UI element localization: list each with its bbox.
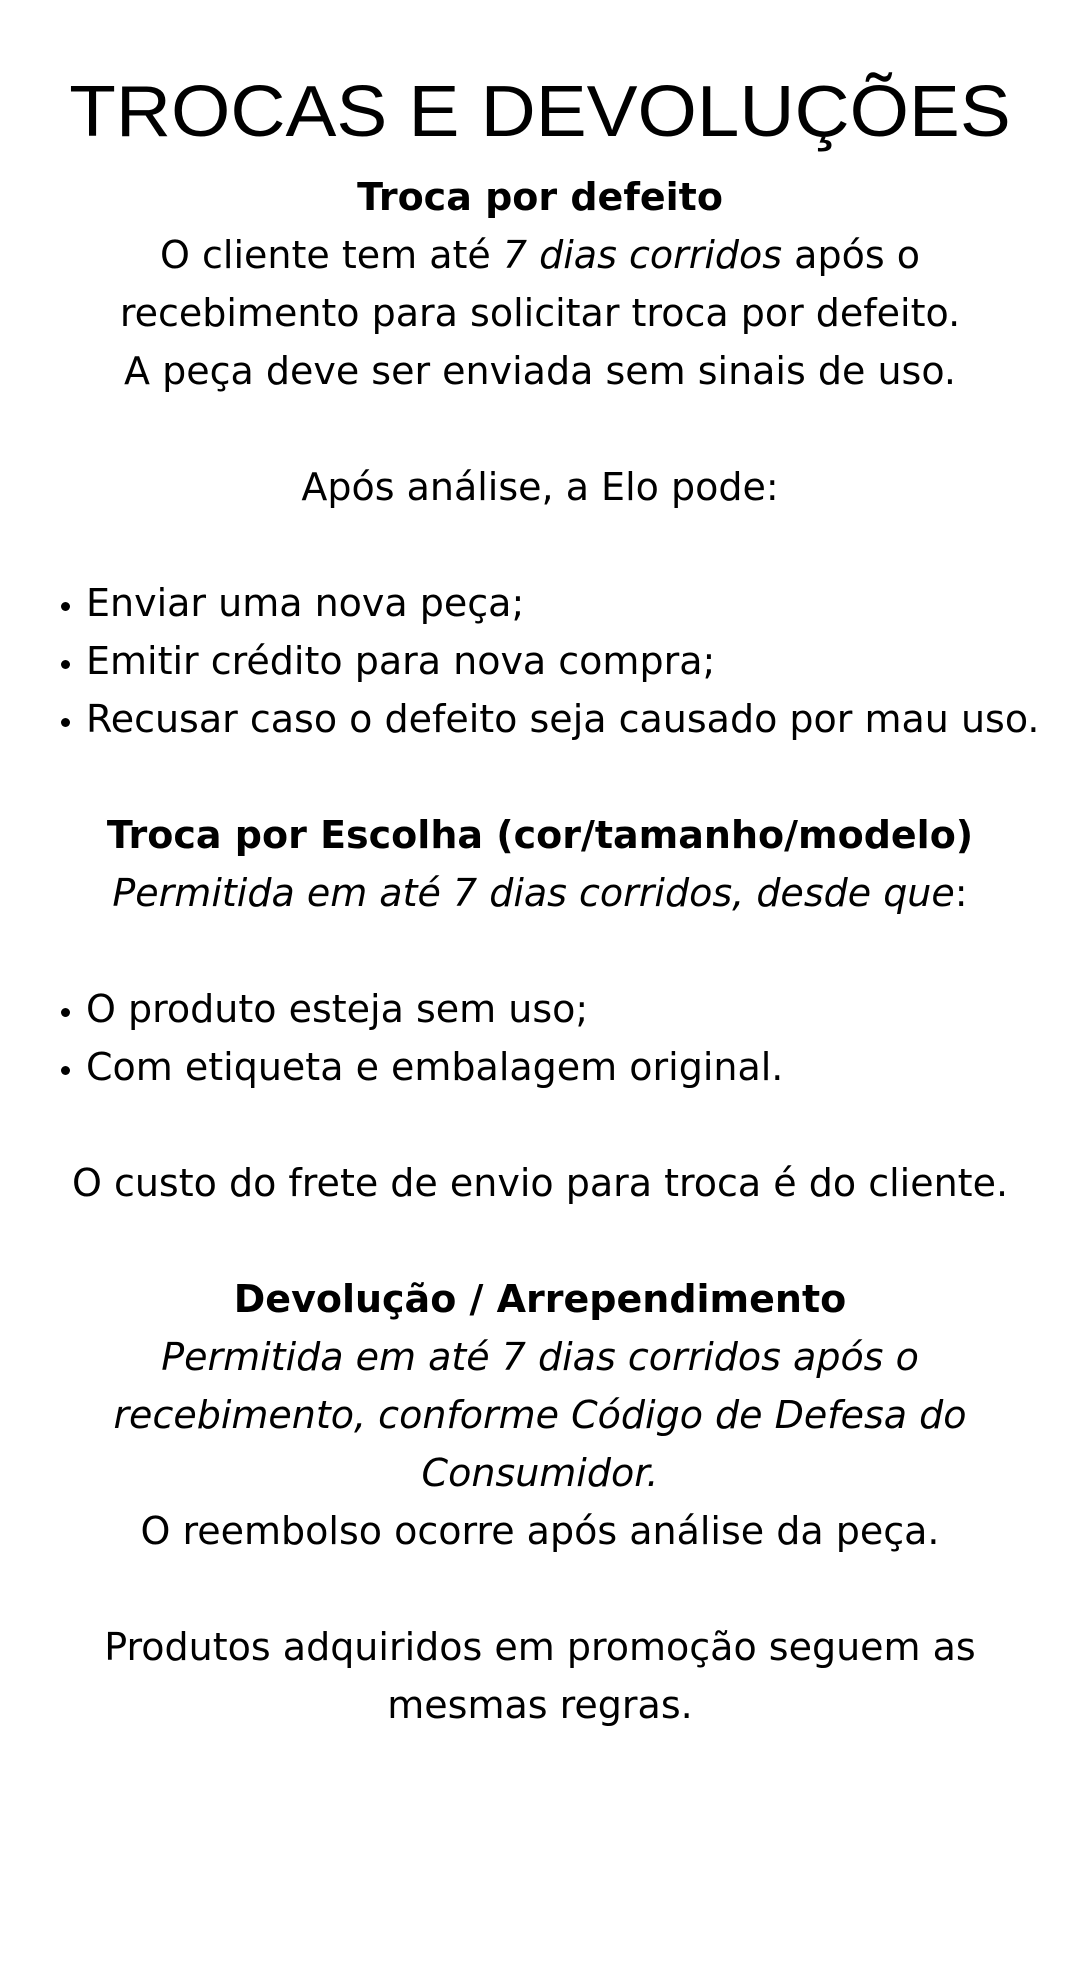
escolha-conditions-list bbox=[26, 980, 1054, 1096]
page-title: TROCAS E DEVOLUÇÕES bbox=[69, 72, 1011, 152]
devolucao-italic-line3: Consumidor. bbox=[421, 1451, 659, 1495]
section-troca-escolha bbox=[26, 806, 1054, 1212]
spacer bbox=[26, 1560, 1054, 1618]
defeito-analysis-text: Após análise, a Elo pode: bbox=[301, 465, 779, 509]
escolha-freight-note: O custo do frete de envio para troca é do cliente. bbox=[71, 1161, 1009, 1205]
defeito-line1-italic: 7 dias corridos bbox=[502, 233, 783, 277]
defeito-line1-pre: O cliente tem até bbox=[160, 233, 503, 277]
section-promocao bbox=[26, 1618, 1054, 1734]
defeito-paragraph-line1 bbox=[26, 226, 1054, 284]
list-item: • Emitir crédito para nova compra; bbox=[86, 632, 1054, 690]
list-item: • Com etiqueta e embalagem original. bbox=[86, 1038, 1054, 1096]
spacer bbox=[26, 922, 1054, 980]
escolha-intro-post: : bbox=[954, 871, 968, 915]
section-heading-defeito: Troca por defeito bbox=[357, 175, 723, 219]
spacer bbox=[26, 516, 1054, 574]
spacer bbox=[26, 400, 1054, 458]
devolucao-italic-line2: recebimento, conforme Código de Defesa do bbox=[113, 1393, 967, 1437]
escolha-intro-italic: Permitida em até 7 dias corridos, desde que bbox=[112, 871, 955, 915]
defeito-options-list bbox=[26, 574, 1054, 748]
promo-line1: Produtos adquiridos em promoção seguem as bbox=[104, 1625, 976, 1669]
devolucao-refund-text: O reembolso ocorre após análise da peça. bbox=[140, 1509, 940, 1553]
defeito-line1-post: após o bbox=[782, 233, 920, 277]
devolucao-italic-line1: Permitida em até 7 dias corridos após o bbox=[161, 1335, 919, 1379]
section-heading-escolha: Troca por Escolha (cor/tamanho/modelo) bbox=[106, 813, 974, 857]
section-troca-defeito bbox=[26, 168, 1054, 748]
promo-line2: mesmas regras. bbox=[387, 1683, 693, 1727]
spacer bbox=[26, 1212, 1054, 1270]
defeito-paragraph-line2: recebimento para solicitar troca por defeito. bbox=[119, 291, 961, 335]
list-item: • Enviar uma nova peça; bbox=[86, 574, 1054, 632]
section-heading-devolucao: Devolução / Arrependimento bbox=[233, 1277, 847, 1321]
policy-page bbox=[0, 68, 1080, 1988]
list-item: • Recusar caso o defeito seja causado por mau uso. bbox=[86, 690, 1054, 748]
escolha-intro bbox=[26, 864, 1054, 922]
spacer bbox=[26, 748, 1054, 806]
defeito-paragraph-line3: A peça deve ser enviada sem sinais de uso. bbox=[124, 349, 956, 393]
spacer bbox=[26, 1096, 1054, 1154]
section-devolucao bbox=[26, 1270, 1054, 1560]
list-item: • O produto esteja sem uso; bbox=[86, 980, 1054, 1038]
